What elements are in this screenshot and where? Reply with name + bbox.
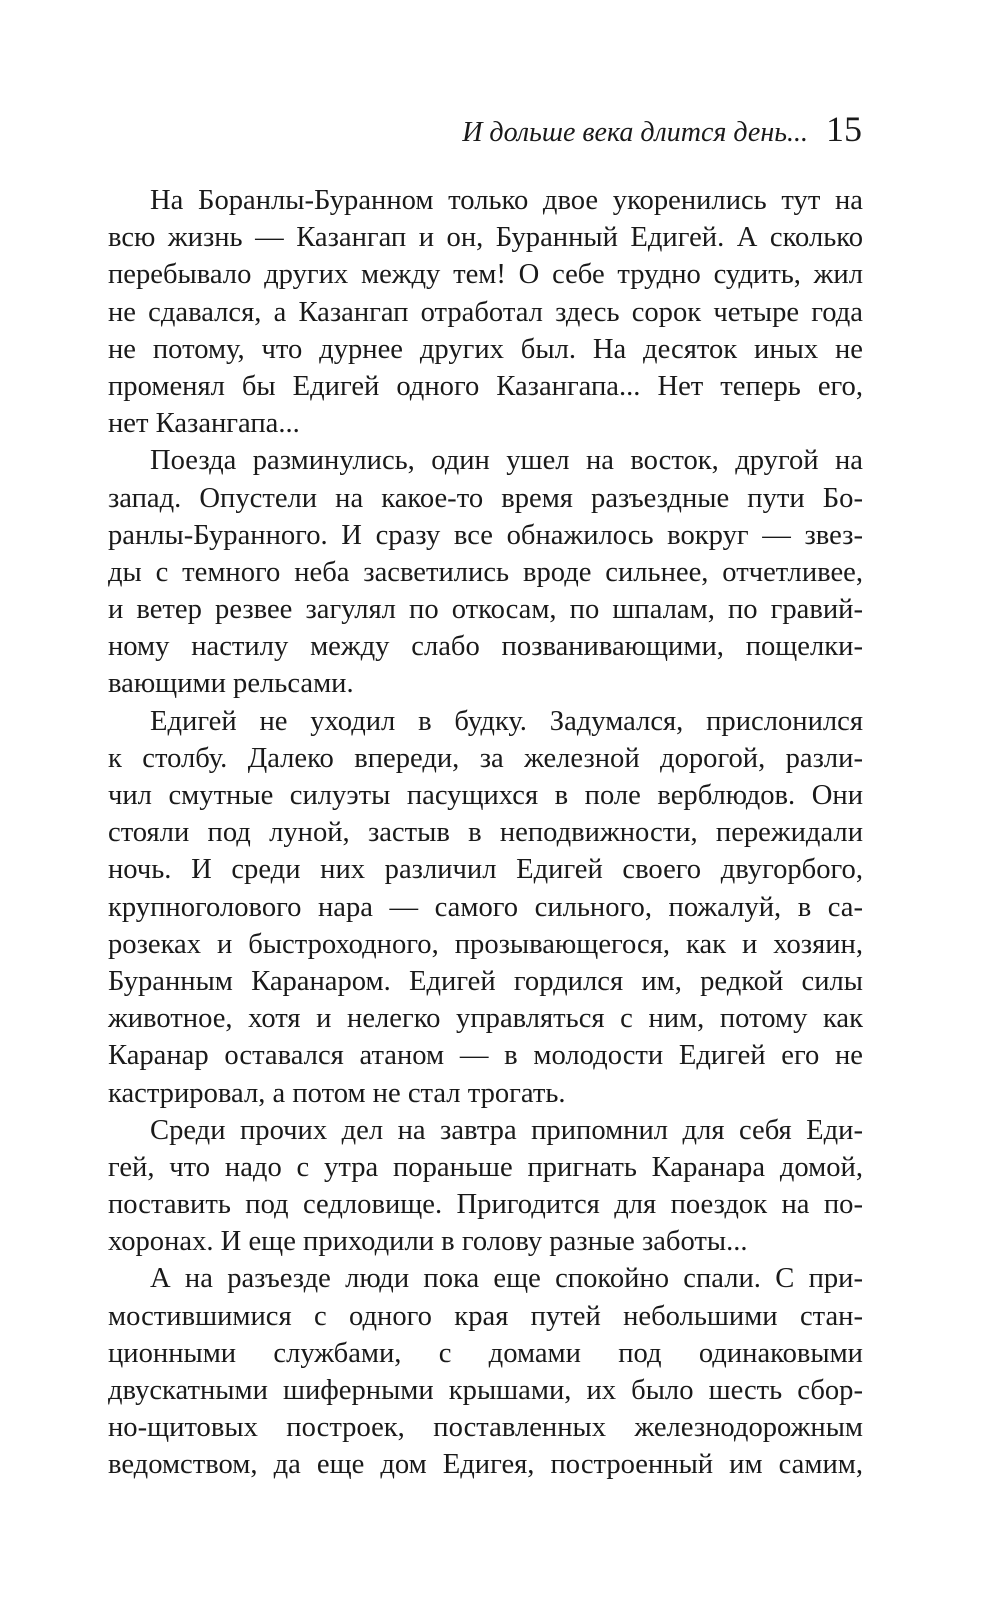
- text-line: На Боранлы-Буранном только двое укоренились тут на: [150, 185, 863, 216]
- text-line: гей, что надо с утра пораньше пригнать Каранара домой,: [108, 1151, 863, 1183]
- text-line: и ветер резвее загулял по откосам, по шпалам, по гравий-: [108, 594, 863, 626]
- text-line: ведомством, да еще дом Едигея, построенный им самим,: [108, 1449, 863, 1481]
- text-line: перебывало других между тем! О себе трудно судить, жил: [108, 259, 863, 291]
- text-line: хоронах. И еще приходили в голову разные заботы...: [108, 1226, 748, 1258]
- text-line: променял бы Едигей одного Казангапа... Нет теперь его,: [108, 370, 863, 402]
- text-line: запад. Опустели на какое-то время разъездные пути Бо-: [108, 482, 863, 514]
- text-line: поставить под седловище. Пригодится для поездок на по-: [108, 1189, 863, 1221]
- text-line: Едигей не уходил в будку. Задумался, прислонился: [150, 705, 863, 737]
- text-line: стояли под луной, застыв в неподвижности, пережидали: [108, 817, 863, 849]
- running-header: [462, 108, 862, 150]
- text-line: Поезда разминулись, один ушел на восток, другой на: [150, 445, 863, 477]
- text-line: кастрировал, а потом не стал трогать.: [108, 1077, 566, 1109]
- text-line: не потому, что дурнее других был. На десяток иных не: [108, 333, 863, 365]
- text-line: животное, хотя и нелегко управляться с ним, потому как: [108, 1003, 863, 1035]
- text-line: Каранар оставался атаном — в молодости Едигей его не: [108, 1040, 863, 1072]
- text-line: но-щитовых построек, поставленных железнодорожным: [108, 1412, 863, 1444]
- running-title: И дольше века длится день...: [462, 117, 808, 148]
- text-line: нет Казангапа...: [108, 408, 300, 440]
- text-line: мостившимися с одного края путей небольшими стан-: [108, 1300, 863, 1332]
- text-line: Буранным Каранаром. Едигей гордился им, редкой силы: [108, 965, 863, 997]
- text-line: А на разъезде люди пока еще спокойно спали. С при-: [150, 1263, 863, 1295]
- text-line: ночь. И среди них различил Едигей своего двугорбого,: [108, 854, 863, 886]
- body-text: [108, 182, 863, 1484]
- text-line: к столбу. Далеко впереди, за железной дорогой, разли-: [108, 742, 863, 774]
- text-line: двускатными шиферными крышами, их было шесть сбор-: [108, 1375, 863, 1406]
- text-line: ранлы-Буранного. И сразу все обнажилось вокруг — звез-: [108, 519, 863, 551]
- text-line: Среди прочих дел на завтра припомнил для себя Еди-: [150, 1114, 863, 1146]
- page-number: 15: [826, 109, 862, 149]
- text-line: розеках и быстроходного, прозывающегося, как и хозяин,: [108, 928, 863, 960]
- text-line: всю жизнь — Казангап и он, Буранный Едигей. А сколько: [108, 222, 863, 254]
- text-line: не сдавался, а Казангап отработал здесь сорок четыре года: [108, 296, 863, 328]
- text-line: ционными службами, с домами под одинаковыми: [108, 1337, 863, 1369]
- text-line: вающими рельсами.: [108, 668, 354, 700]
- text-line: ды с темного неба засветились вроде сильнее, отчетливее,: [108, 556, 863, 588]
- text-line: ному настилу между слабо позванивающими, пощелки-: [108, 631, 863, 663]
- text-line: чил смутные силуэты пасущихся в поле верблюдов. Они: [108, 780, 863, 811]
- text-line: крупноголового нара — самого сильного, пожалуй, в са-: [108, 891, 863, 923]
